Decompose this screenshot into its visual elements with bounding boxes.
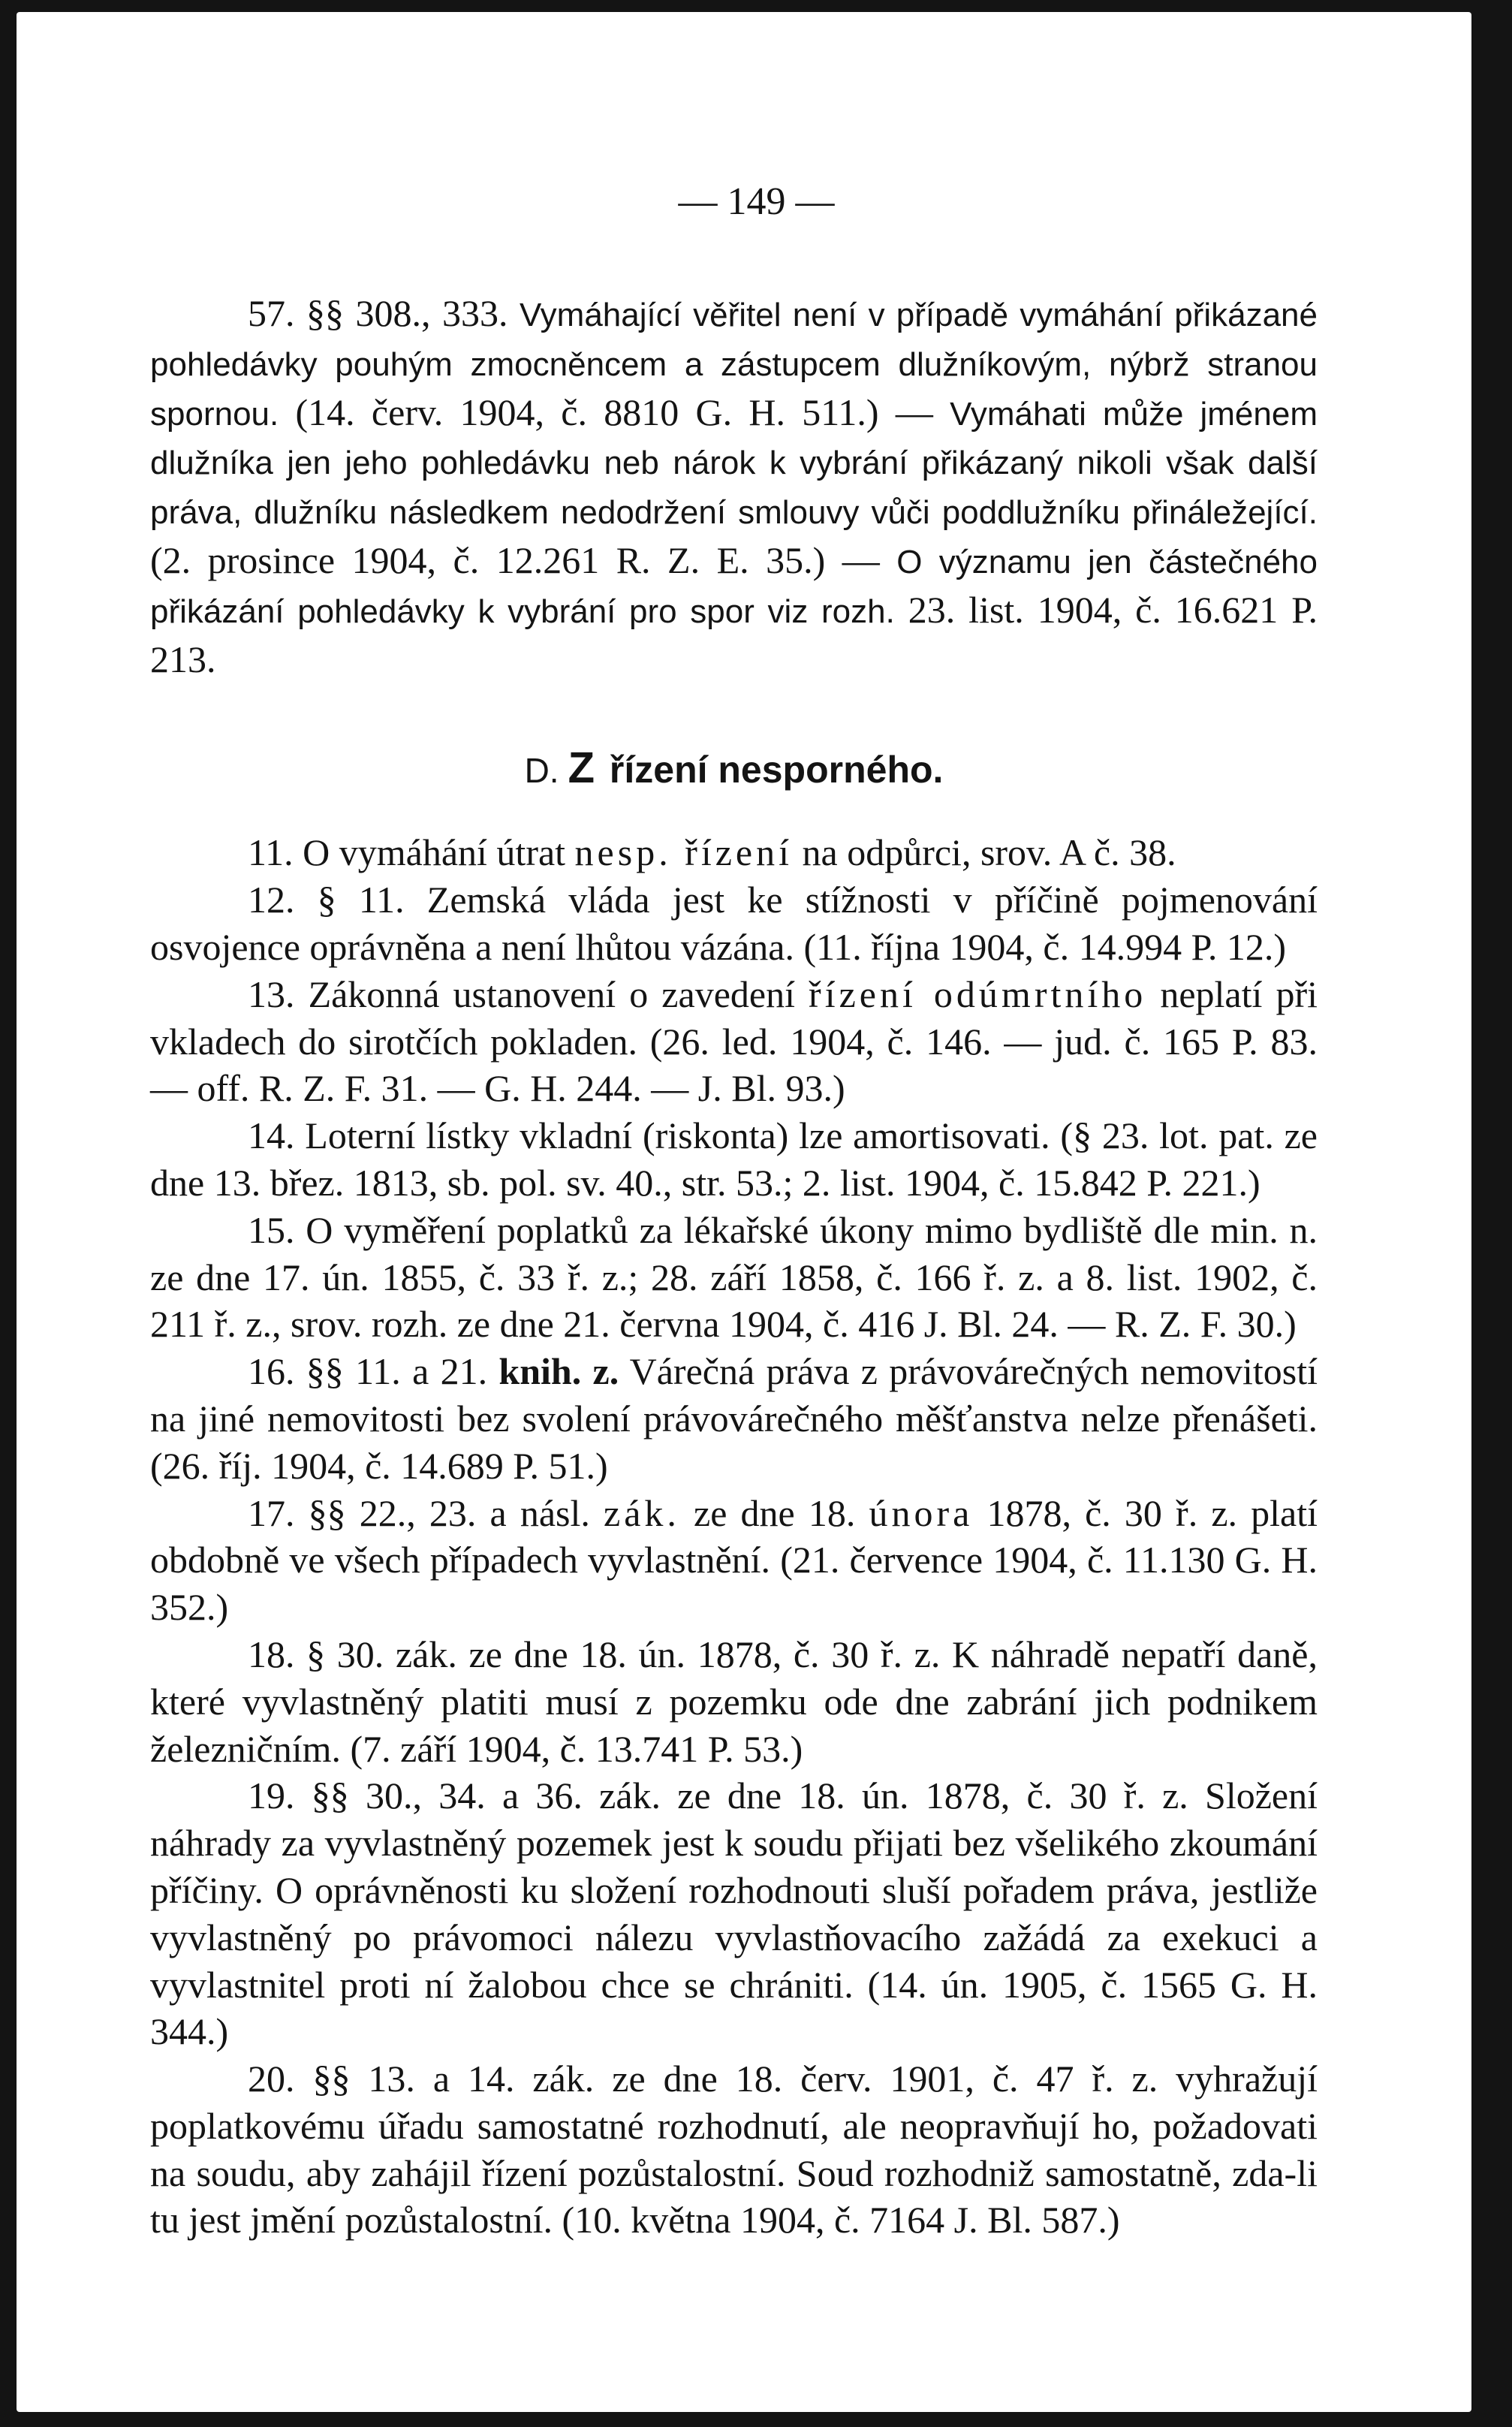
- entry-text: 57. §§ 308., 333.: [248, 292, 520, 334]
- entry-text: 17. §§ 22., 23. a násl.: [248, 1491, 604, 1534]
- entry-paragraph: [150, 1772, 1318, 2055]
- entry-text: (14. červ. 1904, č. 8810 G. H. 511.) —: [279, 390, 950, 433]
- entry-text: Várečná práva z právovárečných nemovitostí na jiné nemovitosti bez svolení právovárečného měšťanstva nelze přenášeti. (26. říj. 1904, č. 14.689 P. 51.): [150, 1350, 1318, 1487]
- entry-text: neplatí při vkladech do sirotčích pokladen. (26. led. 1904, č. 146. — jud. č. 165 P. 83. — off. R. Z. F. 31. — G. H. 244. — J. Bl. 93.): [150, 972, 1318, 1110]
- entry-text: 23. list. 1904, č. 16.621 P. 213.: [150, 588, 1318, 680]
- entry-text: (2. prosince 1904, č. 12.261 R. Z. E. 35.) —: [150, 538, 897, 581]
- entry-paragraph: [150, 1490, 1318, 1631]
- entry-text: 18. § 30. zák. ze dne 18. ún. 1878, č. 30 ř. z. K náhradě nepatří daně, které vyvlastněný platiti musí z pozemku ode dne zabrání jich podnikem železničním. (7. září 1904, č. 13.741 P. 53.): [150, 1633, 1318, 1770]
- entry-paragraph: [150, 290, 1318, 683]
- entry-text: nesp. řízení: [574, 831, 794, 874]
- text-column: [150, 179, 1318, 2244]
- entry-paragraph: [150, 876, 1318, 971]
- entry-text: 15. O vyměření poplatků za lékařské úkony mimo bydliště dle min. n. ze dne 17. ún. 1855, č. 33 ř. z.; 28. září 1858, č. 166 ř. z. a 8. list. 1902, č. 211 ř. z., srov. rozh. ze dne 21. června 1904, č. 416 J. Bl. 24. — R. Z. F. 30.): [150, 1208, 1318, 1346]
- entry-paragraph: [150, 1348, 1318, 1489]
- entry-text: Vymáhati může jménem dlužníka jen jeho pohledávku neb nárok k vybrání přikázaný nikoli však další práva, dlužníku následkem nedodržení smlouvy vůči poddlužníku přináležející.: [150, 395, 1318, 532]
- entry-paragraph: [150, 1631, 1318, 1772]
- entry-paragraph: [150, 971, 1318, 1112]
- entry-text: 19. §§ 30., 34. a 36. zák. ze dne 18. ún. 1878, č. 30 ř. z. Složení náhrady za vyvlastněný pozemek jest k soudu přijati bez všelikého zkoumání příčiny. O oprávněnosti ku složení rozhodnouti sluší pořadem práva, jestliže vyvlastněný po právomoci nálezu vyvlastňovacího zažádá za exekuci a vyvlastnitel proti ní žalobou chce se chrániti. (14. ún. 1905, č. 1565 G. H. 344.): [150, 1774, 1318, 2053]
- entry-text: zák.: [604, 1491, 680, 1534]
- entry-paragraph: [150, 2055, 1318, 2244]
- entry-text: ze dne 18.: [679, 1491, 869, 1534]
- entry-paragraph: [150, 1112, 1318, 1207]
- entry-text: Vymáhající věřitel není v případě vymáhání přikázané pohledávky pouhým zmocněncem a zástupcem dlužníkovým, nýbrž stranou spornou.: [150, 297, 1318, 433]
- entry-text: 13. Zákonná ustanovení o zavedení: [248, 972, 809, 1015]
- entry-text: knih. z.: [498, 1350, 619, 1393]
- entry-text: 14. Loterní lístky vkladní (riskonta) lze amortisovati. (§ 23. lot. pat. ze dne 13. břez. 1813, sb. pol. sv. 40., str. 53.; 2. list. 1904, č. 15.842 P. 221.): [150, 1114, 1318, 1204]
- entries-top: [150, 290, 1318, 683]
- entry-text: O významu jen částečného přikázání pohledávky k vybrání pro spor viz rozh.: [150, 543, 1318, 630]
- section-letter: D.: [524, 751, 559, 791]
- document-page: [17, 12, 1471, 2412]
- entry-paragraph: [150, 829, 1318, 876]
- entry-text: 11. O vymáhání útrat: [248, 831, 575, 874]
- section-heading: [150, 743, 1318, 793]
- entry-text: řízení odúmrtního: [809, 972, 1147, 1015]
- entries-list: [150, 829, 1318, 2244]
- entry-text: 20. §§ 13. a 14. zák. ze dne 18. červ. 1901, č. 47 ř. z. vyhražují poplatkovému úřadu samostatné rozhodnutí, ale neopravňují ho, požadovati na soudu, aby zahájil řízení pozůstalostní. Soud rozhodniž samostatně, zda-li tu jest jmění pozůstalostní. (10. května 1904, č. 7164 J. Bl. 587.): [150, 2058, 1318, 2242]
- section-initial: Z: [568, 743, 595, 793]
- entry-text: 12. § 11. Zemská vláda jest ke stížnosti v příčině pojmenování osvojence oprávněna a není lhůtou vázána. (11. října 1904, č. 14.994 P. 12.): [150, 879, 1318, 968]
- entry-text: 16. §§ 11. a 21.: [248, 1350, 499, 1393]
- entry-text: února: [869, 1491, 974, 1534]
- page-number: — 149 —: [678, 180, 835, 223]
- entry-paragraph: [150, 1207, 1318, 1348]
- section-title: řízení nesporného.: [609, 749, 944, 791]
- entry-text: 1878, č. 30 ř. z. platí obdobně ve všech případech vyvlastnění. (21. července 1904, č. 11.130 G. H. 352.): [150, 1491, 1318, 1629]
- entry-text: na odpůrci, srov. A č. 38.: [793, 831, 1176, 874]
